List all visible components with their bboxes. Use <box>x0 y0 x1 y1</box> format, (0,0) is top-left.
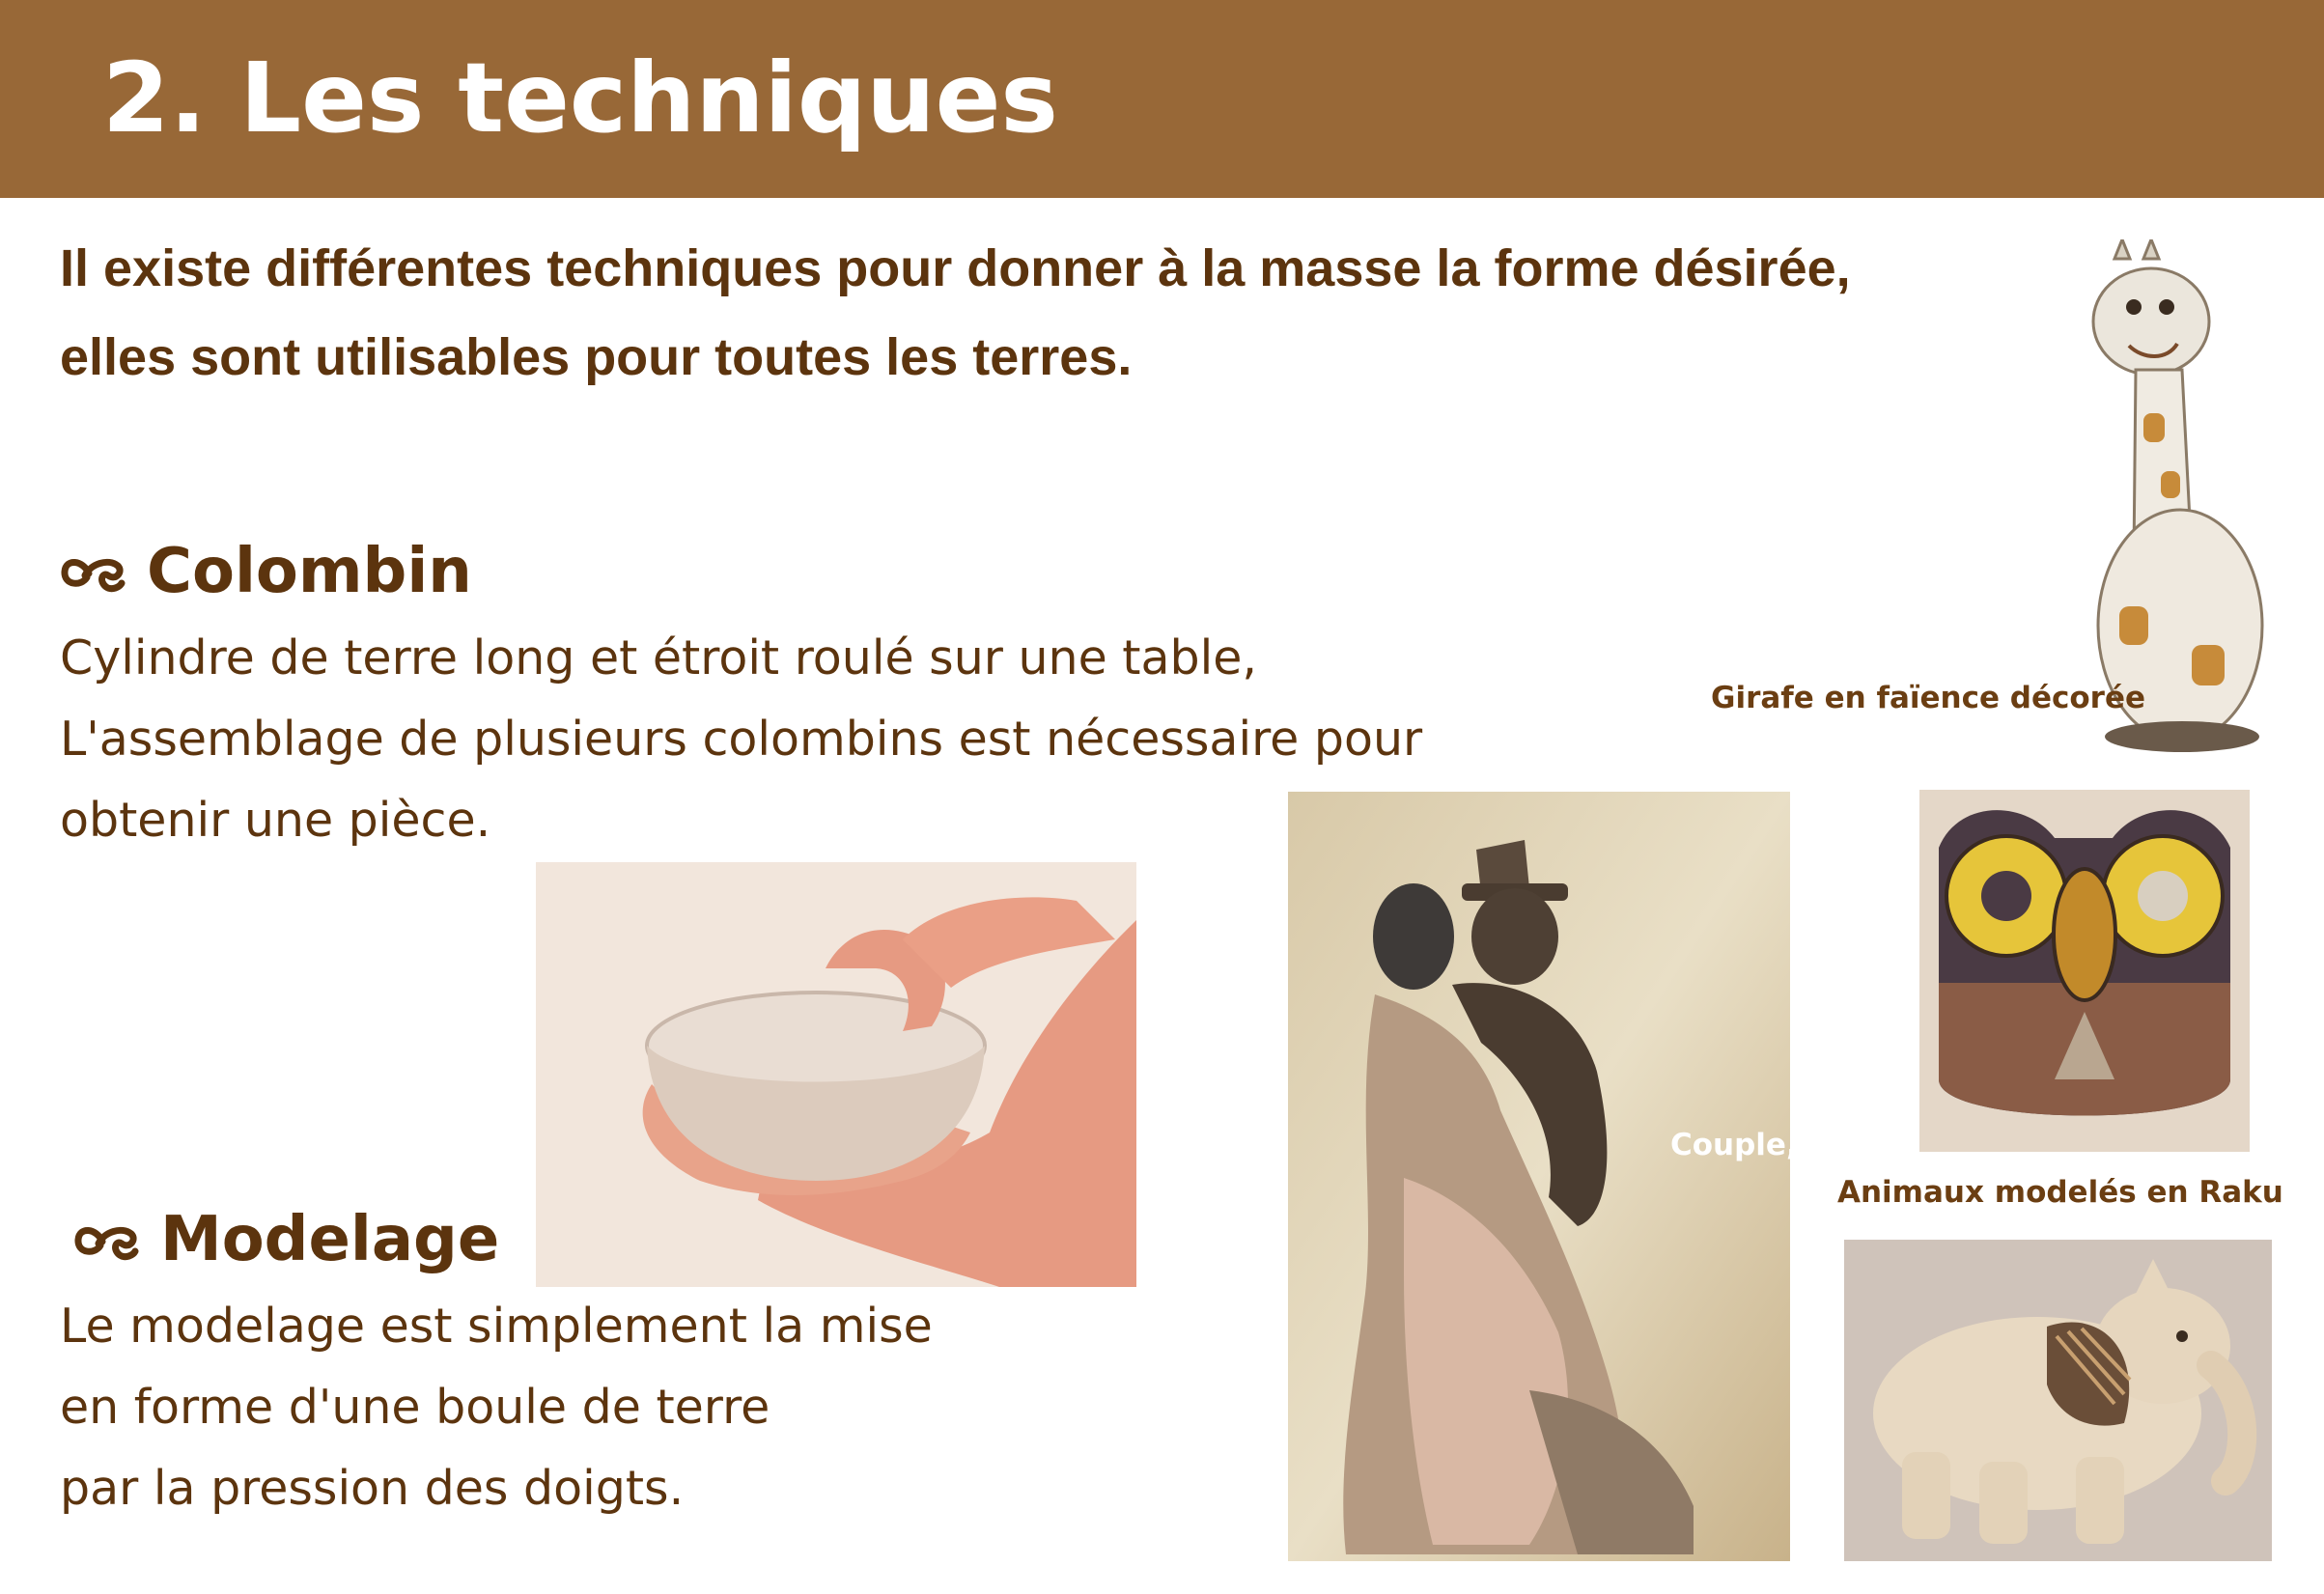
colombin-line-2: L'assemblage de plusieurs colombins est nécessaire pour <box>60 712 1423 767</box>
modelage-heading <box>73 1204 500 1275</box>
header-band <box>0 0 2324 198</box>
giraffe-figurine-image <box>2076 239 2269 756</box>
colombin-title: Colombin <box>147 536 472 607</box>
hands-bowl-photo <box>536 862 1136 1287</box>
animaux-caption: Animaux modelés en Raku <box>1837 1175 2283 1210</box>
modelage-line-2: en forme d'une boule de terre <box>60 1380 770 1435</box>
couple-sculpture-image <box>1288 792 1790 1561</box>
modelage-title: Modelage <box>160 1204 500 1275</box>
modelage-line-3: par la pression des doigts. <box>60 1461 685 1516</box>
owl-pot-image <box>1919 790 2250 1152</box>
elephant-figurine-image <box>1844 1240 2272 1561</box>
page-title: 2. Les techniques <box>102 42 1058 154</box>
modelage-line-1: Le modelage est simplement la mise <box>60 1299 933 1354</box>
colombin-description <box>60 618 1422 861</box>
modelage-description <box>60 1286 933 1529</box>
colombin-line-1: Cylindre de terre long et étroit roulé sur une table, <box>60 630 1257 685</box>
intro-text <box>60 224 2039 402</box>
bullet-ornament-icon <box>60 544 126 605</box>
couple-caption: Couple, <box>1670 1128 1798 1162</box>
intro-line-1: Il existe différentes techniques pour donner à la masse la forme désirée, <box>60 239 1851 297</box>
girafe-caption: Girafe en faïence décorée <box>1711 681 2146 715</box>
colombin-heading <box>60 536 472 607</box>
intro-line-2: elles sont utilisables pour toutes les terres. <box>60 328 1133 386</box>
colombin-line-3: obtenir une pièce. <box>60 793 491 848</box>
bullet-ornament-icon <box>73 1212 139 1273</box>
